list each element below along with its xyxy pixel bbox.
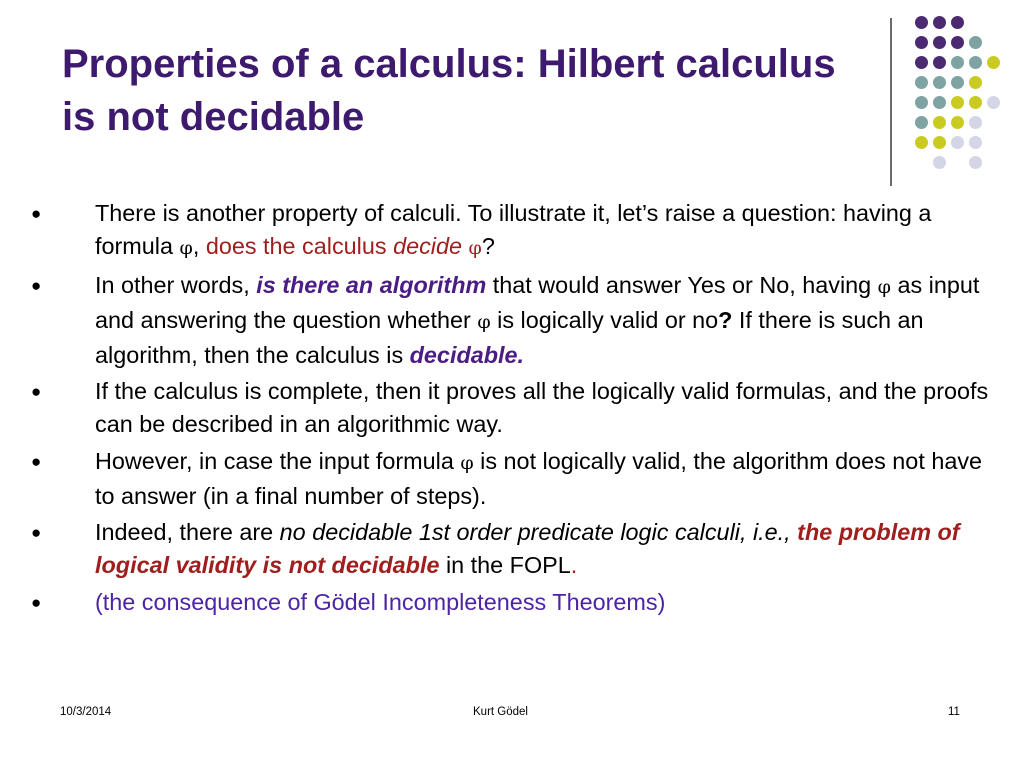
- bullet-text: (the consequence of Gödel Incompleteness Theorems): [95, 588, 666, 615]
- bullet-text: If the calculus is complete, then it proves all the logically valid formulas, and the proofs can be described in an algorithmic way.: [95, 378, 989, 437]
- decor-dot: [933, 56, 946, 69]
- decor-dot: [951, 56, 964, 69]
- decor-dot: [951, 116, 964, 129]
- decor-dot: [987, 56, 1000, 69]
- decor-dot: [915, 136, 928, 149]
- decor-dot: [933, 96, 946, 109]
- decor-dot: [951, 96, 964, 109]
- bullet-dot: ●: [31, 523, 42, 542]
- decor-dot: [915, 116, 928, 129]
- emphasis-text: is there an algorithm: [256, 271, 487, 298]
- bullet-dot: ●: [31, 451, 42, 471]
- decor-dot: [933, 156, 946, 169]
- decor-dot: [915, 56, 928, 69]
- bullet-list: [30, 197, 1000, 622]
- decor-dot: [933, 16, 946, 29]
- emphasis-text: no decidable 1st order predicate logic calculi, i.e.,: [279, 519, 798, 545]
- emphasis-text: does the calculus: [205, 233, 394, 259]
- decor-dot: [969, 36, 982, 49]
- decor-dot: [915, 76, 928, 89]
- phi-symbol: φ: [468, 237, 482, 259]
- decor-dot: [969, 136, 982, 149]
- bullet-text: In other words,: [95, 271, 257, 298]
- bullet-item: [30, 375, 1000, 441]
- emphasis-text: decidable.: [409, 341, 525, 368]
- bullet-text: There is another property of calculi. To illustrate it, let’s raise a question: having a formula: [95, 200, 932, 259]
- bullet-item: [30, 586, 1000, 619]
- period-text: .: [570, 552, 578, 578]
- bullet-dot: ●: [31, 382, 42, 401]
- emphasis-text: the problem of logical validity is not decidable: [95, 519, 960, 578]
- bold-question-mark: ?: [718, 306, 733, 333]
- footer-center: Kurt Gödel: [473, 706, 528, 718]
- bullet-text: in the FOPL: [439, 552, 571, 578]
- bullet-item: [30, 197, 1000, 265]
- decor-dot: [951, 16, 964, 29]
- bullet-text: as input and answering the question whether: [95, 271, 980, 333]
- bullet-item: [30, 269, 1000, 372]
- bullet-text: However, in case the input formula: [95, 447, 461, 474]
- bullet-dot: ●: [31, 592, 42, 612]
- decor-dot: [915, 96, 928, 109]
- phi-symbol: φ: [460, 451, 474, 474]
- decor-dot: [933, 136, 946, 149]
- decor-dot: [951, 136, 964, 149]
- decor-dot: [933, 76, 946, 89]
- footer-date: 10/3/2014: [60, 706, 112, 718]
- phi-symbol: φ: [877, 275, 891, 298]
- bullet-dot: ●: [31, 275, 42, 295]
- decor-dot: [951, 36, 964, 49]
- decor-dot: [969, 56, 982, 69]
- decor-dot: [933, 36, 946, 49]
- dot-grid-decoration: [0, 0, 1024, 200]
- bullet-text: is logically valid or no: [490, 306, 719, 333]
- phi-symbol: φ: [179, 237, 193, 259]
- decor-dot: [951, 76, 964, 89]
- decor-dot: [915, 16, 928, 29]
- bullet-dot: ●: [31, 204, 42, 223]
- decor-dot: [969, 116, 982, 129]
- phi-symbol: φ: [477, 310, 491, 333]
- decor-dot: [933, 116, 946, 129]
- footer-page-number: 11: [948, 706, 960, 718]
- bullet-text: Indeed, there are: [95, 519, 280, 545]
- bullet-text: that would answer Yes or No, having: [486, 271, 878, 298]
- emphasis-text: decide: [393, 233, 462, 259]
- decor-dot: [915, 36, 928, 49]
- slide-title: Properties of a calculus: Hilbert calculus is not decidable: [62, 42, 836, 139]
- bullet-text: ,: [192, 233, 206, 259]
- decor-dot: [987, 96, 1000, 109]
- bullet-item: [30, 516, 1000, 582]
- decor-dot: [969, 96, 982, 109]
- decor-dot: [969, 76, 982, 89]
- bullet-text: is not logically valid, the algorithm does not have to answer (in a final number of steps).: [95, 447, 983, 509]
- bullet-item: [30, 445, 1000, 513]
- bullet-text: ?: [481, 233, 495, 259]
- bullet-text: If there is such an algorithm, then the calculus is: [95, 306, 924, 368]
- decor-dot: [969, 156, 982, 169]
